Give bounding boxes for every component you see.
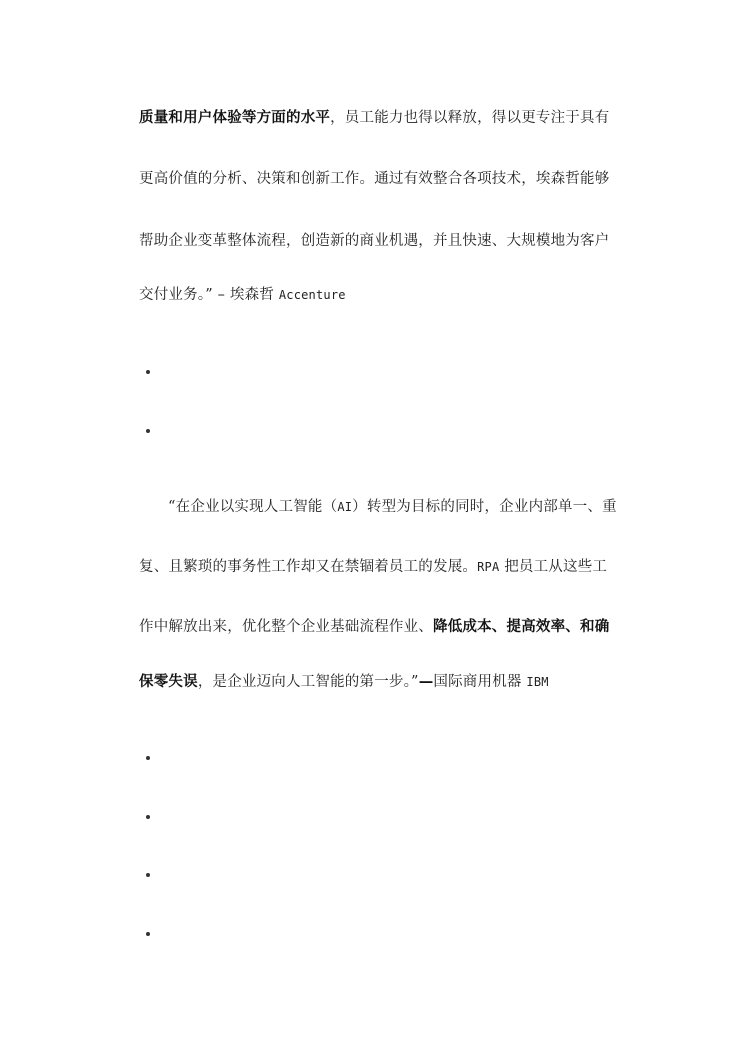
bold-phrase: 保零失误: [139, 674, 198, 690]
company-name-latin: Accenture: [278, 288, 346, 302]
bold-phrase: 降低成本、提高效率、和确: [433, 619, 610, 635]
text-span: ，是企业迈向人工智能的第一步。”: [197, 674, 419, 690]
text-span: 交付业务。” – 埃森哲: [139, 287, 279, 303]
separator-dot: [146, 873, 150, 877]
paragraph-1-line-4: [139, 285, 639, 305]
paragraph-1-line-1: [139, 108, 639, 128]
text-span: ）转型为目标的同时，企业内部单一、重: [352, 499, 617, 515]
separator-dot: [146, 370, 150, 374]
paragraph-2-line-2: [139, 557, 639, 577]
paragraph-2-line-4: [139, 672, 639, 692]
separator-dot: [146, 756, 150, 760]
paragraph-1-line-3: 帮助企业变革整体流程，创造新的商业机遇，并且快速、大规模地为客户: [139, 233, 610, 249]
bold-phrase: 质量和用户体验等方面的水平: [139, 110, 331, 126]
em-dash: —: [418, 674, 434, 690]
text-span: 国际商用机器: [433, 674, 527, 690]
latin-span: AI: [337, 500, 353, 514]
paragraph-1-line-2: 更高价值的分析、决策和创新工作。通过有效整合各项技术，埃森哲能够: [139, 171, 610, 187]
text-span: 把员工从这些工: [499, 559, 608, 575]
paragraph-2-line-1: [168, 497, 668, 517]
latin-span: RPA: [477, 560, 500, 574]
text-span: ，员工能力也得以释放，得以更专注于具有: [330, 110, 610, 126]
separator-dot: [146, 932, 150, 936]
text-span: “在企业以实现人工智能（: [168, 499, 338, 515]
company-name-latin: IBM: [526, 675, 549, 689]
separator-dot: [146, 429, 150, 433]
text-span: 作中解放出来，优化整个企业基础流程作业、: [139, 619, 433, 635]
paragraph-2-line-3: [139, 617, 639, 637]
separator-dot: [146, 815, 150, 819]
text-span: 复、且繁琐的事务性工作却又在禁锢着员工的发展。: [139, 559, 478, 575]
